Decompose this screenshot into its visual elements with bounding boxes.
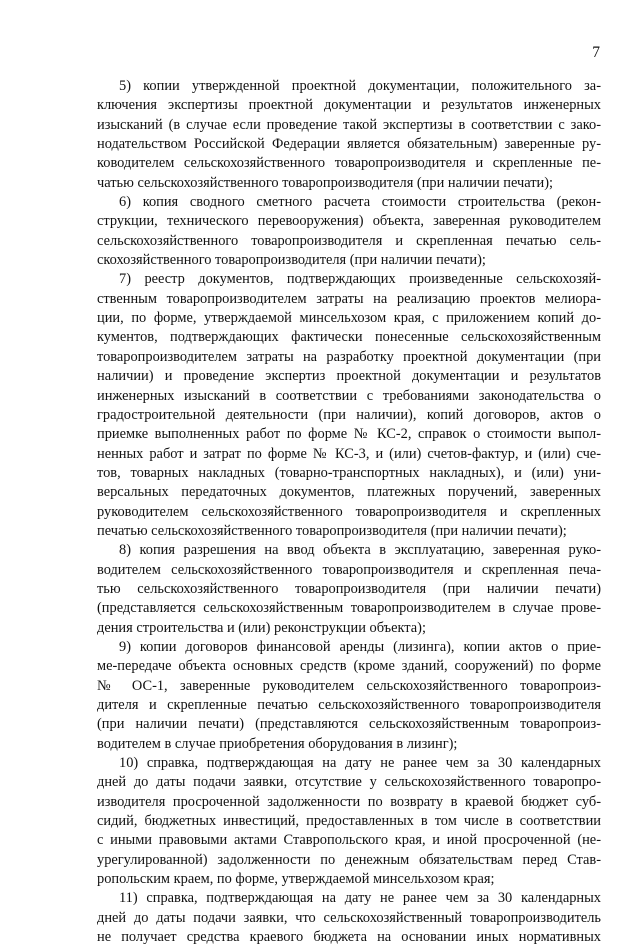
text-line: приемке выполненных работ по форме № КС-2, справок о стоимости выпол- [97, 426, 601, 443]
text-line: ме-передаче объекта основных средств (кроме зданий, сооружений) по форме [97, 658, 601, 675]
text-line: тов, товарных накладных (товарно-транспортных накладных), и (или) уни- [97, 464, 601, 481]
text-line: наличии) и проведение экспертиз проектной документации и результатов [97, 368, 601, 385]
text-line: 8) копия разрешения на ввод объекта в эксплуатацию, заверенная руко- [119, 542, 601, 559]
text-line: градостроительной деятельности (при наличии), копий договоров, актов о [97, 406, 601, 423]
text-line: нодательством Российской Федерации является обязательным) заверенные ру- [97, 136, 601, 153]
text-line: ключения экспертизы проектной документации и результатов инженерных [97, 97, 601, 114]
text-line: версальных передаточных документов, платежных поручений, заверенных [97, 484, 601, 501]
text-line: не получает средства краевого бюджета на основании иных нормативных [97, 929, 601, 946]
text-line: дней до даты подачи заявки, что сельскохозяйственный товаропроизводитель [97, 909, 601, 926]
text-line: товаропроизводителем затраты на разработку проектной документации (при [97, 348, 601, 365]
text-line: ции, по форме, утверждаемой минсельхозом края, с приложением копий до- [97, 310, 601, 327]
text-line: с иными правовыми актами Ставропольского края, и иной просроченной (не- [97, 832, 601, 849]
text-line: печатью сельскохозяйственного товаропроизводителя (при наличии печати); [97, 522, 567, 539]
text-line: ководителем сельскохозяйственного товаропроизводителя и скрепленные пе- [97, 155, 601, 172]
text-line: изводителя просроченной задолженности по возврату в краевой бюджет суб- [97, 793, 601, 810]
text-line: дней до даты подачи заявки, отсутствие у сельскохозяйственного товаропро- [97, 774, 601, 791]
text-line: 10) справка, подтверждающая на дату не ранее чем за 30 календарных [119, 755, 601, 772]
text-line: струкции, технического перевооружения) объекта, заверенная руководителем [97, 213, 601, 230]
text-line: чатью сельскохозяйственного товаропроизводителя (при наличии печати); [97, 174, 554, 191]
text-line: (представляется сельскохозяйственным товаропроизводителем в случае прове- [97, 600, 601, 617]
text-line: ропольским краем, по форме, утверждаемой минсельхозом края; [97, 871, 495, 888]
text-line: ненных работ и затрат по форме № КС-3, и (или) счетов-фактур, и (или) сче- [97, 445, 601, 462]
text-line: (при наличии печати) (представляются сельскохозяйственным товаропроиз- [97, 716, 601, 733]
text-line: сидий, бюджетных инвестиций, предоставленных в том числе в соответствии [97, 813, 601, 830]
text-line: дения строительства и (или) реконструкции объекта); [97, 619, 426, 636]
text-line: водителем в случае приобретения оборудования в лизинг); [97, 735, 458, 752]
text-line: кументов, подтверждающих фактически понесенные сельскохозяйственным [97, 329, 601, 346]
text-line: тью сельскохозяйственного товаропроизводителя (при наличии печати) [97, 580, 601, 597]
text-line: сельскохозяйственного товаропроизводителя и скрепленная печатью сель- [97, 232, 601, 249]
text-line: водителем сельскохозяйственного товаропроизводителя и скрепленная печа- [97, 561, 601, 578]
text-line: изысканий (в случае если проведение такой экспертизы в соответствии с зако- [97, 116, 601, 133]
text-line: 6) копия сводного сметного расчета стоимости строительства (рекон- [119, 194, 601, 211]
text-line: инженерных изысканий в соответствии с требованиями законодательства о [97, 387, 601, 404]
text-line: 9) копии договоров финансовой аренды (лизинга), копии актов о прие- [119, 638, 601, 655]
text-line: скохозяйственного товаропроизводителя (при наличии печати); [97, 252, 486, 269]
text-line: руководителем сельскохозяйственного товаропроизводителя и скрепленных [97, 503, 601, 520]
text-line: дителя и скрепленные печатью сельскохозяйственного товаропроизводителя [97, 697, 601, 713]
text-line: 5) копии утвержденной проектной документации, положительного за- [119, 78, 601, 94]
text-line: № ОС-1, заверенные руководителем сельскохозяйственного товаропроиз- [97, 677, 601, 694]
text-line: урегулированной) задолженности по денежным обязательствам перед Став- [97, 851, 601, 868]
page-number: 7 [592, 44, 600, 61]
text-line: 11) справка, подтверждающая на дату не ранее чем за 30 календарных [119, 890, 601, 907]
text-line: ственным товаропроизводителем затраты на реализацию проектов мелиора- [97, 290, 601, 307]
text-line: 7) реестр документов, подтверждающих произведенные сельскохозяй- [119, 271, 601, 288]
document-body [97, 77, 601, 947]
